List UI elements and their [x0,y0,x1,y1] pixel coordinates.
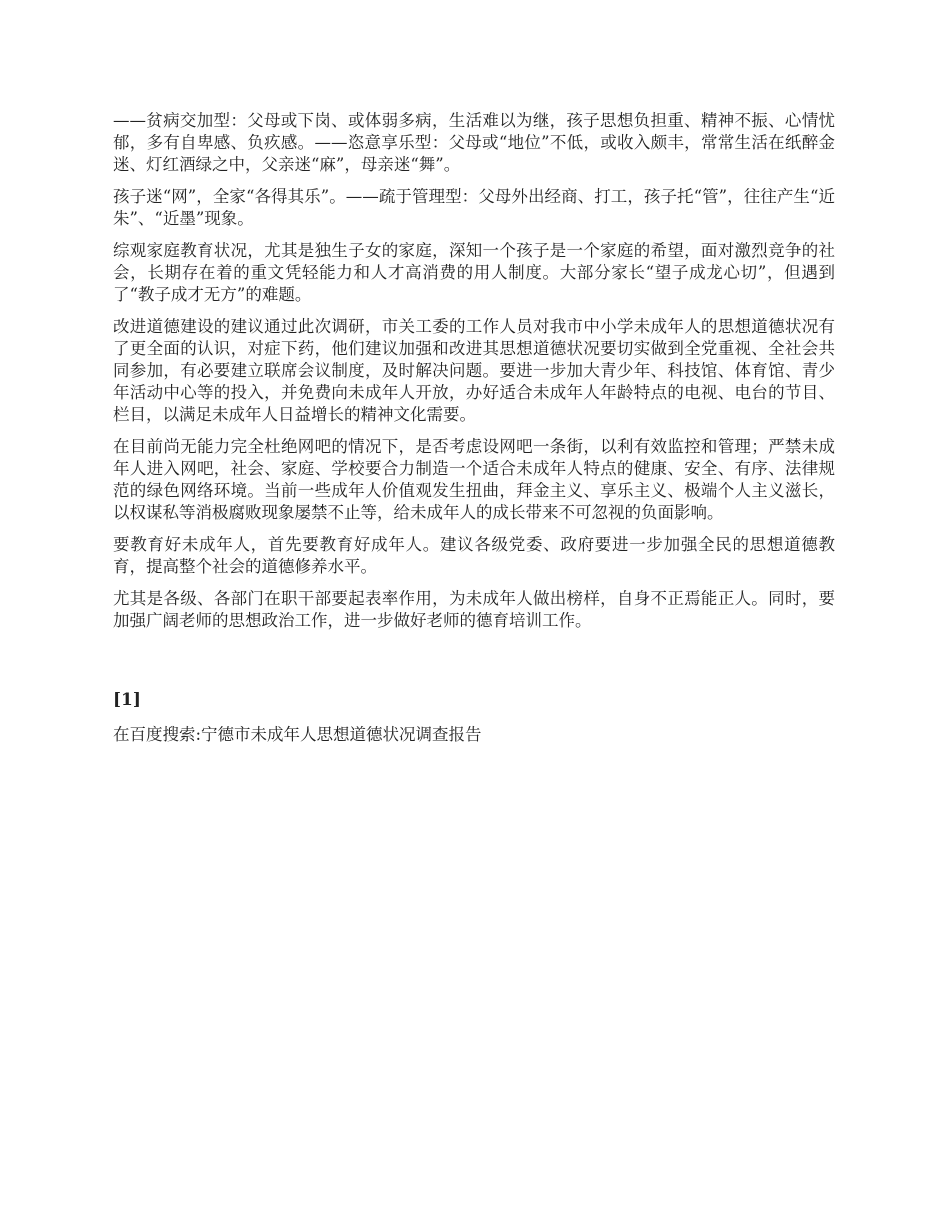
paragraph-5: 在目前尚无能力完全杜绝网吧的情况下，是否考虑设网吧一条街，以利有效监控和管理；严禁未成年人进入网吧，社会、家庭、学校要合力制造一个适合未成年人特点的健康、安全、有序、法律规范的绿色网络环境。当前一些成年人价值观发生扭曲，拜金主义、享乐主义、极端个人主义滋长，以权谋私等消极腐败现象屡禁不止等，给未成年人的成长带来不可忽视的负面影响。 [113,437,835,522]
document-body [113,110,835,746]
paragraph-4: 改进道德建设的建议通过此次调研，市关工委的工作人员对我市中小学未成年人的思想道德状况有了更全面的认识，对症下药，他们建议加强和改进其思想道德状况要切实做到全党重视、全社会共同参加，有必要建立联席会议制度，及时解决问题。要进一步加大青少年、科技馆、体育馆、青少年活动中心等的投入，并免费向未成年人开放，办好适合未成年人年龄特点的电视、电台的节目、栏目，以满足未成年人日益增长的精神文化需要。 [113,317,835,424]
paragraph-2: 孩子迷“网”，全家“各得其乐”。——疏于管理型：父母外出经商、打工，孩子托“管”，往往产生“近朱”、“近墨”现象。 [113,187,835,228]
paragraph-6: 要教育好未成年人，首先要教育好成年人。建议各级党委、政府要进一步加强全民的思想道德教育，提高整个社会的道德修养水平。 [113,535,835,576]
reference-marker: [1] [113,690,141,710]
paragraph-1: ——贫病交加型：父母或下岗、或体弱多病，生活难以为继，孩子思想负担重、精神不振、心情忧郁，多有自卑感、负疚感。——恣意享乐型：父母或“地位”不低，或收入颇丰，常常生活在纸醉金迷、灯红酒绿之中，父亲迷“麻”，母亲迷“舞”。 [113,111,835,174]
paragraph-3: 综观家庭教育状况，尤其是独生子女的家庭，深知一个孩子是一个家庭的希望，面对激烈竞争的社会，长期存在着的重文凭轻能力和人才高消费的用人制度。大部分家长“望子成龙心切”，但遇到了“教子成才无方”的难题。 [113,241,835,304]
paragraph-7: 尤其是各级、各部门在职干部要起表率作用，为未成年人做出榜样，自身不正焉能正人。同时，要加强广阔老师的思想政治工作，进一步做好老师的德育培训工作。 [113,589,835,630]
baidu-search-link[interactable]: 在百度搜索:宁德市未成年人思想道德状况调查报告 [113,725,482,744]
